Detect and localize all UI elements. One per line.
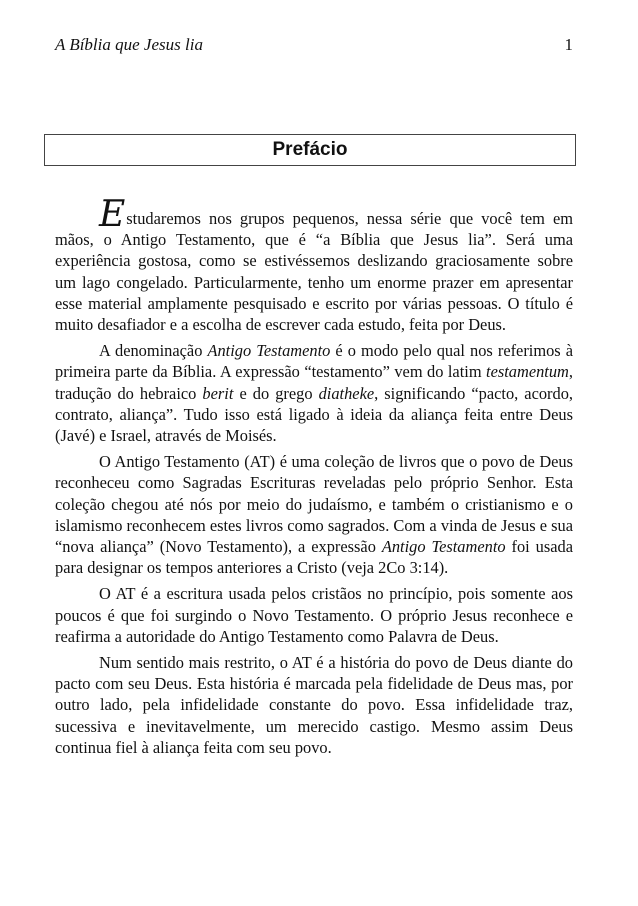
body-text xyxy=(55,194,574,763)
text-segment: Num sentido mais restrito, o AT é a história do povo de Deus diante do pacto com seu Deus. Esta história é marcada pela fidelidade de Deus mas, por outro lado, pela infidelidade constante do povo. Essa infidelidade traz, sucessiva e inevitavelmente, um merecido castigo. Mesmo assim Deus continua fiel à aliança feita com seu povo. xyxy=(55,653,573,757)
text-segment: e do grego xyxy=(233,383,319,403)
text-segment: O AT é a escritura usada pelos cristãos no princípio, pois somente aos poucos é que foi surgindo o Novo Testamento. O próprio Jesus reconhece e reafirma a autoridade do Antigo Testamento como Palavra de Deus. xyxy=(55,584,573,646)
paragraph xyxy=(55,194,573,335)
text-segment: , significando “pacto, acordo, contrato, aliança”. Tudo isso está ligado à ideia da aliança feita entre Deus (Javé) e Israel, através de Moisés. xyxy=(55,383,573,446)
section-title: Prefácio xyxy=(272,139,348,160)
text-segment: , tradução do hebraico xyxy=(55,362,573,403)
page-number: 1 xyxy=(564,35,573,54)
italic-term: diatheke xyxy=(318,383,375,403)
italic-term: Antigo Testamento xyxy=(381,537,506,557)
page-header xyxy=(55,34,573,56)
text-segment: A denominação xyxy=(99,341,208,361)
text-segment: foi usada para designar os tempos anteriores a Cristo (veja 2Co 3:14). xyxy=(55,537,573,578)
italic-term: Antigo Testamento xyxy=(207,341,331,361)
paragraph xyxy=(55,451,573,578)
italic-term: berit xyxy=(202,383,234,403)
drop-cap: E xyxy=(99,194,126,235)
text-segment: studaremos nos grupos pequenos, nessa série que você tem em mãos, o Antigo Testamento, que é “a Bíblia que Jesus lia”. Será uma experiência gostosa, como se estivéssemos deslizando graciosamente sobre um lago congelado. Particularmente, tenho um enorme prazer em apresentar esse material amplamente pesquisado e escrito por várias pessoas. O título é muito desafiador e a escolha de escrever cada estudo, feita por Deus. xyxy=(55,209,573,335)
text-segment: O Antigo Testamento (AT) é uma coleção de livros que o povo de Deus reconheceu como Sagradas Escrituras reveladas pelo próprio Senhor. Esta coleção chegou até nós por meio do judaísmo, e também o cristianismo e o islamismo reconhecem estes livros como sagrados. Com a vinda de Jesus e sua “nova aliança” (Novo Testamento), a expressão xyxy=(55,452,573,557)
section-title-box xyxy=(44,134,576,166)
italic-term: testamentum xyxy=(486,362,569,382)
text-segment: é o modo pelo qual nos referimos à primeira parte da Bíblia. A expressão “testamento” vem do latim xyxy=(55,341,574,382)
paragraph xyxy=(55,583,573,647)
running-title: A Bíblia que Jesus lia xyxy=(55,35,203,54)
paragraph xyxy=(55,340,573,446)
paragraph xyxy=(55,652,573,758)
